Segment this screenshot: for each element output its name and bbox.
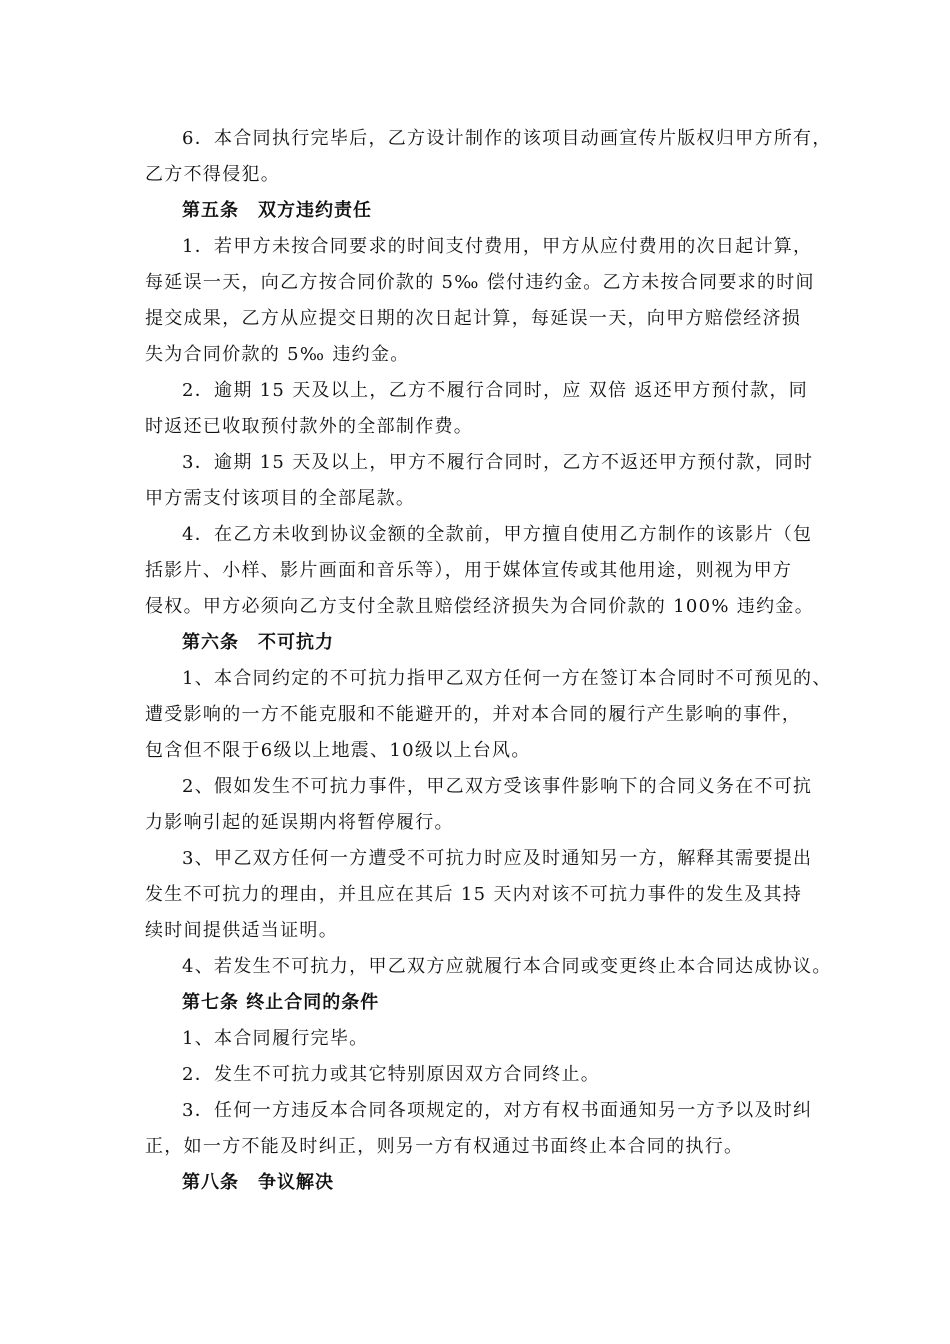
article-7-item-2-line-1: 2．发生不可抗力或其它特别原因双方合同终止。: [182, 1064, 601, 1085]
article-5-item-4-line-2: 括影片、小样、影片画面和音乐等），用于媒体宣传或其他用途，则视为甲方: [145, 560, 793, 581]
article-6-item-1-line-3: 包含但不限于6级以上地震、10级以上台风。: [145, 740, 531, 761]
article-5-item-2-line-2: 时返还已收取预付款外的全部制作费。: [145, 416, 474, 437]
clause-4-item-6-line-2: 乙方不得侵犯。: [145, 164, 281, 185]
article-5-item-1-line-4: 失为合同价款的 5‰ 违约金。: [145, 344, 410, 365]
article-5-item-3-line-2: 甲方需支付该项目的全部尾款。: [145, 488, 416, 509]
article-5-item-1-line-1: 1．若甲方未按合同要求的时间支付费用，甲方从应付费用的次日起计算，: [182, 236, 813, 257]
article-6-item-1-line-1: 1、本合同约定的不可抗力指甲乙双方任何一方在签订本合同时不可预见的、: [182, 668, 832, 689]
article-8-heading: 第八条 争议解决: [182, 1172, 334, 1193]
article-6-item-2-line-2: 力影响引起的延误期内将暂停履行。: [145, 812, 454, 833]
article-7-item-3-line-1: 3．任何一方违反本合同各项规定的，对方有权书面通知另一方予以及时纠: [182, 1100, 813, 1121]
article-6-heading: 第六条 不可抗力: [182, 632, 334, 653]
article-5-item-1-line-2: 每延误一天，向乙方按合同价款的 5‰ 偿付违约金。乙方未按合同要求的时间: [145, 272, 815, 293]
article-7-item-3-line-2: 正，如一方不能及时纠正，则另一方有权通过书面终止本合同的执行。: [145, 1136, 744, 1157]
article-5-item-2-line-1: 2．逾期 15 天及以上，乙方不履行合同时，应 双倍 返还甲方预付款，同: [182, 380, 809, 401]
article-6-item-3-line-2: 发生不可抗力的理由，并且应在其后 15 天内对该不可抗力事件的发生及其持: [145, 884, 803, 905]
article-6-item-4-line-1: 4、若发生不可抗力，甲乙双方应就履行本合同或变更终止本合同达成协议。: [182, 956, 832, 977]
article-5-heading: 第五条 双方违约责任: [182, 200, 372, 221]
article-5-item-1-line-3: 提交成果，乙方从应提交日期的次日起计算，每延误一天，向甲方赔偿经济损: [145, 308, 802, 329]
article-6-item-3-line-3: 续时间提供适当证明。: [145, 920, 338, 941]
article-5-item-3-line-1: 3．逾期 15 天及以上，甲方不履行合同时，乙方不返还甲方预付款，同时: [182, 452, 814, 473]
article-6-item-3-line-1: 3、甲乙双方任何一方遭受不可抗力时应及时通知另一方，解释其需要提出: [182, 848, 813, 869]
article-5-item-4-line-1: 4．在乙方未收到协议金额的全款前，甲方擅自使用乙方制作的该影片（包: [182, 524, 813, 545]
article-6-item-2-line-1: 2、假如发生不可抗力事件，甲乙双方受该事件影响下的合同义务在不可抗: [182, 776, 813, 797]
article-7-heading: 第七条 终止合同的条件: [182, 992, 380, 1013]
clause-4-item-6-line-1: 6．本合同执行完毕后，乙方设计制作的该项目动画宣传片版权归甲方所有，: [182, 128, 832, 149]
article-7-item-1-line-1: 1、本合同履行完毕。: [182, 1028, 369, 1049]
article-5-item-4-line-3: 侵权。甲方必须向乙方支付全款且赔偿经济损失为合同价款的 100% 违约金。: [145, 596, 814, 617]
article-6-item-1-line-2: 遭受影响的一方不能克服和不能避开的，并对本合同的履行产生影响的事件，: [145, 704, 802, 725]
